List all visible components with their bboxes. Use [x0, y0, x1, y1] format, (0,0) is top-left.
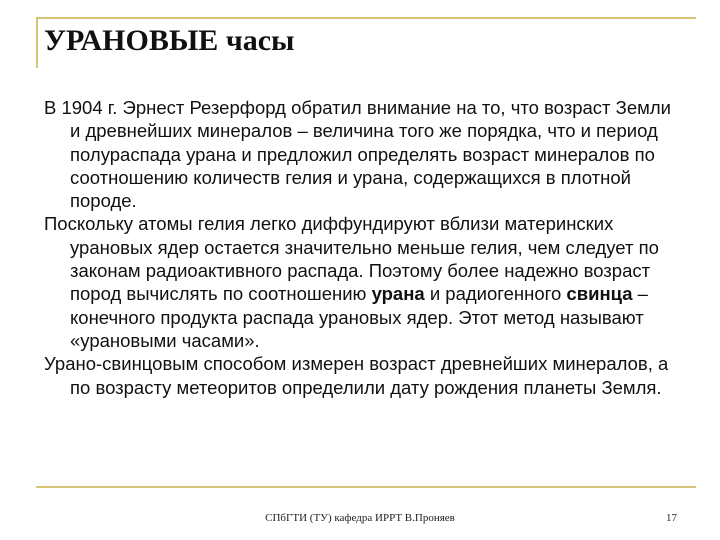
paragraph-rutherford: В 1904 г. Эрнест Резерфорд обратил внимание на то, что возраст Земли и древнейших минералов – величина того же порядка, что и период полураспада урана и предложил определять возраст минералов по соотношению количеств гелия и урана, содержащихся в плотной породе. — [44, 97, 671, 212]
title-frame-left-line — [36, 17, 38, 68]
bold-term-uranium: урана — [371, 283, 425, 305]
title-frame-top-line — [36, 17, 696, 19]
paragraph-helium-diffusion — [44, 212, 674, 352]
slide-footer: СПбГТИ (ТУ) кафедра ИРРТ В.Проняев — [265, 512, 455, 524]
paragraph-text: и радиогенного — [424, 283, 567, 305]
page-number: 17 — [666, 512, 677, 524]
slide-body — [44, 96, 674, 399]
paragraph-text: – конечного продукта распада урановых ядер. Этот метод называют «урановыми часами». — [70, 283, 648, 351]
bold-term-lead: свинца — [566, 283, 633, 305]
paragraph-uranium-lead-method: Урано-свинцовым способом измерен возраст древнейших минералов, а по возрасту метеоритов определили дату рождения планеты Земля. — [44, 353, 669, 398]
slide-title: УРАНОВЫЕ часы — [44, 24, 295, 57]
paragraph-text: Поскольку атомы гелия легко диффундируют вблизи материнских урановых ядер остается значительно меньше гелия, чем следует по законам радиоактивного распада. Поэтому более надежно возраст пород вычислять по соотношению — [44, 213, 659, 305]
footer-divider — [36, 486, 696, 488]
